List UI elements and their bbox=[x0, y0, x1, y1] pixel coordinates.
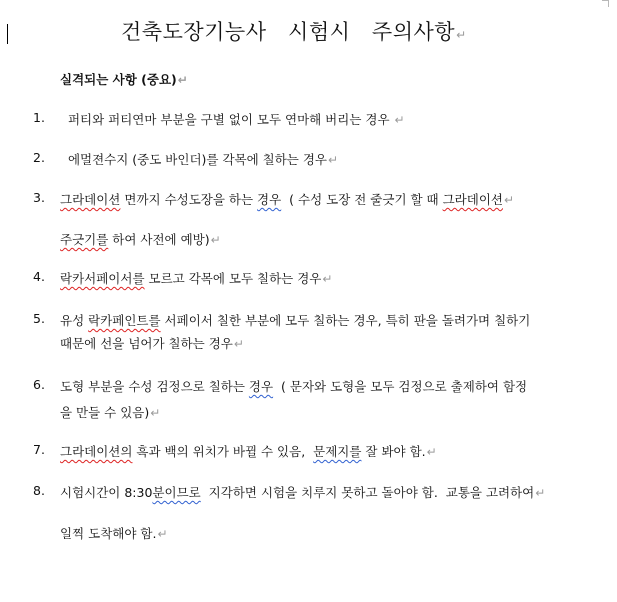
item-line: 일찍 도착해야 함.↵ bbox=[60, 526, 168, 541]
item-line: 그라데이션의 흑과 백의 위치가 바뀔 수 있음, 문제지를 잘 봐야 함.↵ bbox=[60, 444, 437, 459]
item-number: 4. bbox=[33, 269, 45, 284]
paragraph-mark: ↵ bbox=[177, 73, 188, 87]
item-number: 7. bbox=[33, 442, 45, 457]
page-title bbox=[0, 16, 617, 46]
paragraph-mark: ↵ bbox=[456, 28, 467, 42]
item-number: 3. bbox=[33, 190, 45, 205]
item-line: 주긋기를 하여 사전에 예방)↵ bbox=[60, 232, 221, 247]
item-line: 을 만들 수 있음)↵ bbox=[60, 405, 161, 420]
page-corner-mark bbox=[602, 0, 609, 7]
item-number: 6. bbox=[33, 377, 45, 392]
item-line: 퍼티와 퍼티연마 부분을 구별 없이 모두 연마해 버리는 경우 ↵ bbox=[60, 112, 405, 127]
subtitle-text: 실격되는 사항 (중요) bbox=[60, 72, 177, 87]
item-line: 유성 락카페인트를 서페이서 칠한 부분에 모두 칠하는 경우, 특히 판을 돌려가며 칠하기 bbox=[60, 313, 531, 328]
title-text: 건축도장기능사 시험시 주의사항 bbox=[121, 20, 456, 44]
item-line: 때문에 선을 넘어가 칠하는 경우↵ bbox=[60, 336, 244, 351]
item-number: 5. bbox=[33, 311, 45, 326]
item-line: 그라데이션 면까지 수성도장을 하는 경우 ( 수성 도장 전 줄긋기 할 때 그라데이션↵ bbox=[60, 192, 515, 207]
item-number: 2. bbox=[33, 150, 45, 165]
section-subtitle bbox=[60, 70, 188, 88]
item-number: 1. bbox=[33, 110, 45, 125]
item-line: 도형 부분을 수성 검정으로 칠하는 경우 ( 문자와 도형을 모두 검정으로 출제하여 함정 bbox=[60, 379, 528, 394]
item-line: 락카서페이서를 모르고 각목에 모두 칠하는 경우↵ bbox=[60, 271, 333, 286]
item-line: 시험시간이 8:30분이므로 지각하면 시험을 치루지 못하고 돌아야 함. 교통을 고려하여↵ bbox=[60, 485, 546, 500]
item-number: 8. bbox=[33, 483, 45, 498]
item-line: 에멀젼수지 (중도 바인더)를 각목에 칠하는 경우↵ bbox=[60, 152, 339, 167]
